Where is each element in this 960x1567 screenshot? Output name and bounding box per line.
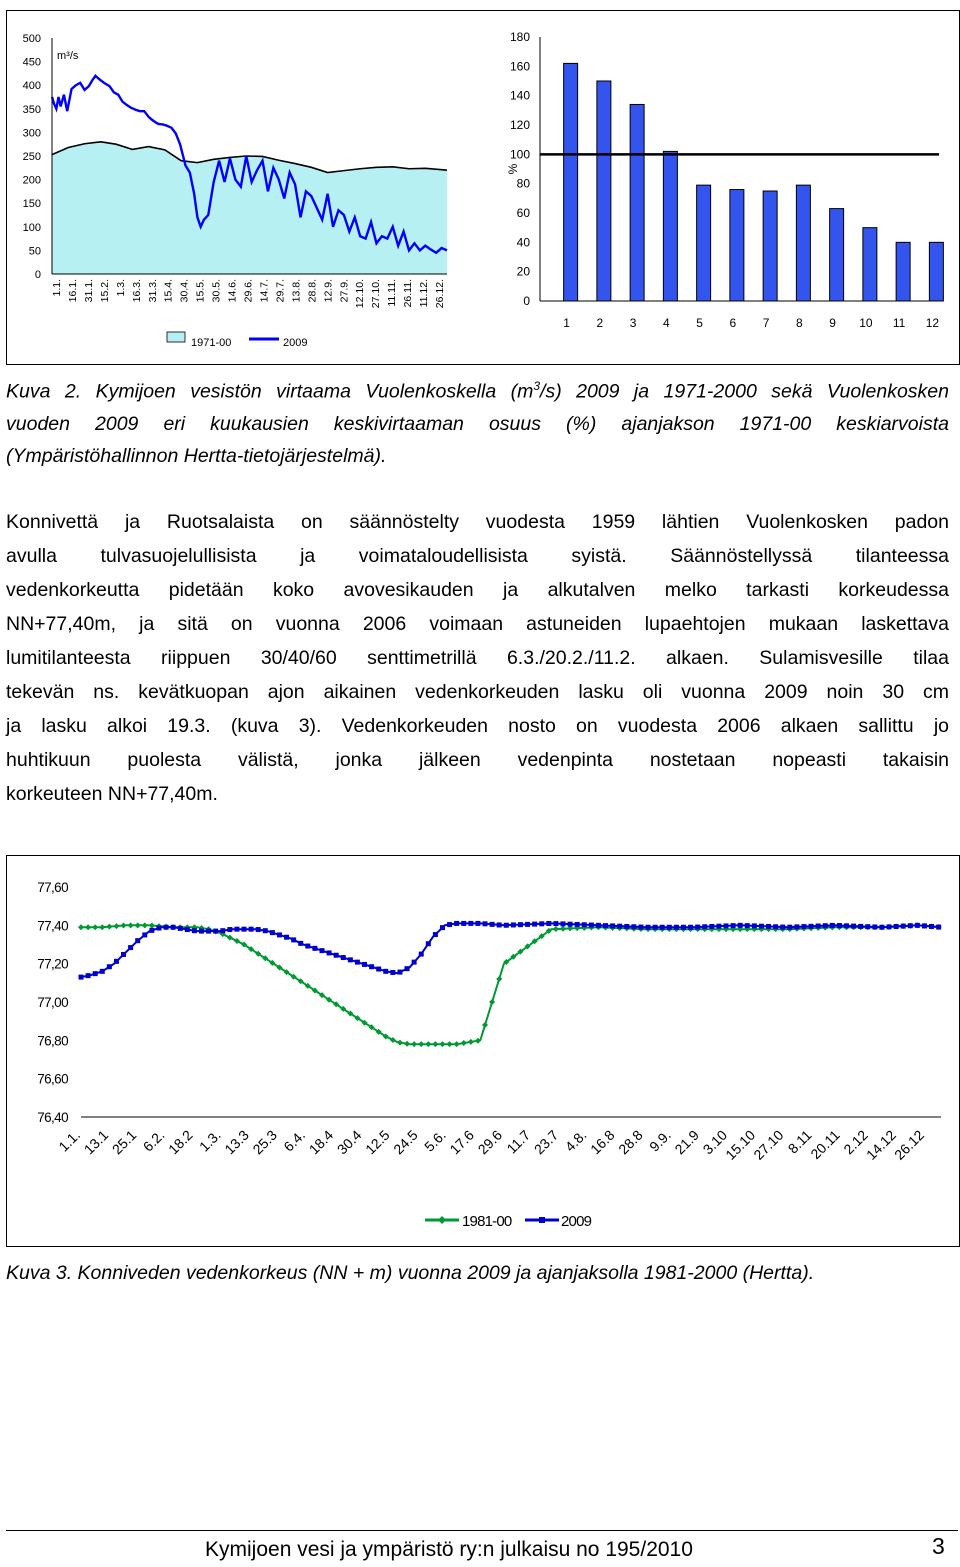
x-tick-label: 15.5.	[194, 279, 207, 303]
y-tick-label: 200	[22, 174, 41, 187]
x-tick-label: 7	[762, 316, 770, 330]
point-2009	[901, 924, 906, 929]
x-tick-label: 11.7	[503, 1126, 534, 1157]
bar-month-2	[597, 81, 611, 301]
point-2009	[617, 924, 622, 929]
point-2009	[915, 923, 920, 928]
point-2009	[319, 948, 324, 953]
point-2009	[695, 925, 700, 930]
point-2009	[858, 924, 863, 929]
x-tick-label: 26.11.	[402, 279, 415, 308]
y-tick-label: 100	[509, 147, 530, 162]
y-tick-label: 77,40	[37, 918, 68, 934]
point-1981-00	[461, 1040, 467, 1046]
x-tick-label: 21.9	[671, 1126, 703, 1158]
point-2009	[688, 925, 693, 930]
figure-2-caption: Kuva 2. Kymijoen vesistön virtaama Vuolenkoskella $(m^3/s)$ 2009 ja 1971-2000 sekä Vuolenkosken vuoden 2009 eri kuukausien keskivirtaaman osuus (%) ajanjakson 1971-00 keskiarvoista (Ympäristöhallinnon Hertta-tietojärjestelmä).	[6, 379, 949, 467]
legend-2009-label: 2009	[283, 337, 308, 349]
footer-rule	[6, 1530, 958, 1531]
point-2009	[752, 923, 757, 928]
point-2009	[171, 925, 176, 930]
y-tick-label: 140	[509, 88, 530, 103]
point-2009	[135, 938, 140, 943]
x-tick-label: 27.9.	[338, 279, 351, 303]
point-2009	[731, 923, 736, 928]
x-tick-label: 15.4.	[162, 279, 175, 303]
y-tick-label: 50	[28, 245, 41, 258]
x-tick-label: 20.11	[807, 1126, 843, 1163]
x-tick-label: 12.10.	[354, 279, 367, 309]
point-2009	[780, 925, 785, 930]
point-2009	[745, 923, 750, 928]
x-tick-label: 5.6.	[421, 1126, 449, 1155]
point-2009	[759, 924, 764, 929]
point-2009	[539, 921, 544, 926]
x-tick-label: 6	[729, 316, 737, 330]
water-level-chart	[7, 856, 959, 1246]
x-tick-label: 17.6	[446, 1126, 477, 1158]
point-2009	[589, 923, 594, 928]
point-2009	[440, 925, 445, 930]
body-line: avulla tulvasuojelullisista ja voimataloudellisista syistä. Säännöstellyssä tilanteessa	[6, 545, 949, 567]
point-2009	[653, 925, 658, 930]
point-2009	[390, 970, 395, 975]
x-tick-label: 9.9.	[646, 1126, 674, 1155]
point-2009	[277, 932, 282, 937]
x-tick-label: 14.6.	[226, 279, 239, 303]
point-2009	[603, 923, 608, 928]
x-tick-label: 30.4.	[178, 279, 191, 303]
bar-month-9	[830, 209, 844, 301]
point-2009	[582, 922, 587, 927]
x-tick-label: 30.5.	[210, 279, 223, 303]
point-2009	[355, 960, 360, 965]
point-2009	[490, 922, 495, 927]
point-2009	[220, 928, 225, 933]
point-2009	[376, 967, 381, 972]
x-tick-label: 1.3.	[114, 279, 127, 297]
point-2009	[887, 924, 892, 929]
point-2009	[362, 962, 367, 967]
x-tick-label: 27.10.	[370, 279, 383, 309]
legend-1981-00-label: 1981-00	[462, 1213, 512, 1230]
legend-2009-marker	[539, 1217, 545, 1223]
x-tick-label: 12.9.	[322, 279, 335, 303]
point-2009	[575, 922, 580, 927]
point-2009	[646, 925, 651, 930]
point-2009	[596, 923, 601, 928]
point-2009	[667, 925, 672, 930]
y-tick-label: 76,40	[37, 1110, 68, 1125]
point-2009	[256, 927, 261, 932]
point-1981-00	[149, 923, 155, 929]
x-tick-label: 13.1	[80, 1126, 112, 1158]
point-2009	[305, 944, 310, 949]
point-2009	[327, 950, 332, 955]
point-2009	[787, 925, 792, 930]
point-2009	[674, 925, 679, 930]
point-2009	[865, 924, 870, 929]
point-2009	[879, 925, 884, 930]
x-tick-label: 15.2.	[98, 279, 111, 303]
point-1981-00	[439, 1041, 445, 1047]
point-2009	[454, 921, 459, 926]
point-2009	[397, 970, 402, 975]
x-tick-label: 6.2.	[139, 1126, 168, 1155]
point-2009	[383, 969, 388, 974]
point-2009	[766, 924, 771, 929]
x-tick-label: 8	[796, 316, 803, 330]
y-tick-label: 77,60	[37, 880, 68, 895]
point-2009	[142, 932, 147, 937]
series-1971-00-area	[52, 142, 447, 274]
x-tick-label: 18.4	[305, 1126, 337, 1158]
point-2009	[468, 921, 473, 926]
body-line: huhtikuun puolesta välistä, jonka jälkeen vedenpinta nostetaan nopeasti takaisin	[6, 749, 949, 771]
point-2009	[334, 953, 339, 958]
body-line: korkeuteen NN+77,40m.	[6, 783, 218, 805]
point-1981-00	[489, 999, 495, 1005]
point-2009	[270, 930, 275, 935]
point-2009	[298, 941, 303, 946]
point-2009	[525, 922, 530, 927]
bar-month-5	[697, 185, 711, 301]
x-tick-label: 11.12.	[418, 279, 431, 308]
y-tick-label: 40	[516, 235, 530, 250]
point-2009	[553, 921, 558, 926]
footer-text: Kymijoen vesi ja ympäristö ry:n julkaisu no 195/2010	[205, 1538, 693, 1561]
point-1981-00	[78, 924, 84, 930]
point-2009	[872, 924, 877, 929]
bar-month-6	[730, 190, 744, 301]
x-tick-label: 23.7	[530, 1126, 562, 1158]
point-1981-00	[404, 1041, 410, 1047]
bar-month-1	[564, 63, 578, 301]
point-2009	[475, 921, 480, 926]
point-2009	[908, 923, 913, 928]
point-2009	[568, 922, 573, 927]
point-1981-00	[496, 976, 502, 982]
point-2009	[284, 935, 289, 940]
y-tick-label: 450	[22, 56, 41, 69]
point-1981-00	[560, 926, 566, 932]
point-1981-00	[411, 1041, 417, 1047]
x-tick-label: 11.11.	[386, 279, 399, 307]
y-axis-label: %	[506, 163, 520, 175]
x-tick-label: 18.2	[165, 1126, 196, 1158]
legend-1971-00-swatch	[167, 332, 185, 342]
x-tick-label: 16.8	[587, 1126, 618, 1158]
x-tick-label: 28.8	[615, 1126, 646, 1158]
point-2009	[851, 924, 856, 929]
bar-month-7	[763, 191, 777, 301]
point-2009	[263, 928, 268, 933]
y-tick-label: 180	[509, 30, 530, 44]
point-1981-00	[447, 1041, 453, 1047]
point-2009	[419, 952, 424, 957]
point-2009	[610, 923, 615, 928]
point-2009	[922, 923, 927, 928]
point-1981-00	[454, 1041, 460, 1047]
bar-month-3	[630, 104, 644, 301]
y-tick-label: 250	[22, 151, 41, 163]
point-2009	[929, 924, 934, 929]
point-1981-00	[425, 1041, 431, 1047]
x-tick-label: 12.5	[362, 1126, 393, 1158]
point-2009	[79, 975, 84, 980]
body-line: ja lasku alkoi 19.3. (kuva 3). Vedenkorkeuden nosto on vuodesta 2006 alkaen sallittu jo	[6, 715, 949, 737]
point-2009	[242, 927, 247, 932]
point-2009	[511, 922, 516, 927]
point-1981-00	[99, 924, 105, 930]
point-2009	[412, 960, 417, 965]
point-2009	[660, 925, 665, 930]
point-2009	[86, 973, 91, 978]
x-tick-label: 3.10	[699, 1126, 731, 1158]
x-tick-label: 29.7.	[274, 279, 287, 303]
point-2009	[702, 924, 707, 929]
y-tick-label: 100	[22, 221, 41, 234]
bar-month-8	[796, 185, 810, 301]
point-2009	[546, 921, 551, 926]
y-tick-label: 120	[509, 118, 530, 132]
x-tick-label: 30.4	[333, 1126, 365, 1158]
x-tick-label: 9	[829, 316, 836, 330]
x-tick-label: 4.8.	[561, 1126, 590, 1155]
x-tick-label: 29.6.	[242, 279, 255, 303]
point-2009	[504, 923, 509, 928]
bar-month-10	[863, 228, 877, 301]
x-tick-label: 2.12	[840, 1126, 871, 1158]
x-tick-label: 13.8.	[290, 279, 303, 303]
point-2009	[497, 922, 502, 927]
legend-2009-label: 2009	[561, 1213, 592, 1230]
unit-label: m³/s	[57, 50, 79, 62]
point-1981-00	[85, 924, 91, 930]
x-tick-label: 25.3	[249, 1126, 281, 1158]
y-tick-label: 60	[516, 206, 530, 220]
point-2009	[128, 945, 133, 950]
point-1981-00	[121, 923, 127, 929]
y-tick-label: 77,20	[37, 956, 68, 972]
point-1981-00	[432, 1041, 438, 1047]
point-1981-00	[468, 1039, 474, 1045]
point-2009	[830, 923, 835, 928]
point-2009	[837, 923, 842, 928]
point-2009	[192, 928, 197, 933]
x-tick-label: 27.10	[750, 1126, 787, 1163]
y-tick-label: 300	[22, 127, 41, 140]
point-2009	[426, 941, 431, 946]
point-2009	[716, 924, 721, 929]
point-2009	[348, 957, 353, 962]
y-tick-label: 0	[34, 269, 41, 281]
point-2009	[461, 921, 466, 926]
point-2009	[433, 932, 438, 937]
x-tick-label: 16.1.	[66, 279, 79, 303]
x-tick-label: 29.6	[474, 1126, 506, 1158]
point-1981-00	[482, 1022, 488, 1028]
point-1981-00	[142, 922, 148, 928]
point-1981-00	[128, 922, 134, 928]
point-2009	[801, 924, 806, 929]
x-tick-label: 10	[859, 316, 873, 330]
y-tick-label: 160	[509, 59, 530, 74]
y-tick-label: 76,80	[37, 1033, 68, 1049]
point-2009	[164, 925, 169, 930]
point-2009	[149, 928, 154, 933]
point-2009	[249, 927, 254, 932]
x-tick-label: 12	[925, 316, 940, 330]
x-tick-label: 1.3.	[195, 1126, 224, 1155]
point-1981-00	[106, 924, 112, 930]
point-2009	[234, 927, 239, 932]
point-2009	[936, 925, 941, 930]
point-1981-00	[553, 926, 559, 932]
x-tick-label: 31.3.	[146, 279, 159, 303]
bar-month-11	[896, 242, 910, 301]
x-tick-label: 31.1.	[82, 279, 95, 303]
x-tick-label: 5	[696, 316, 703, 330]
point-2009	[518, 922, 523, 927]
x-tick-label: 1	[563, 316, 570, 330]
y-tick-label: 80	[516, 176, 530, 191]
x-tick-label: 26.12.	[434, 279, 446, 309]
y-tick-label: 20	[516, 264, 530, 279]
point-2009	[638, 925, 643, 930]
flow-chart	[7, 11, 477, 364]
body-line: vedenkorkeutta pidetään koko avovesikauden ja alkutalven melko tarkasti korkeudessa	[6, 579, 949, 601]
body-line: Konnivettä ja Ruotsalaista on säännöstelty vuodesta 1959 lähtien Vuolenkosken padon	[6, 511, 949, 533]
figure-3-frame	[6, 855, 960, 1247]
x-tick-label: 25.1	[108, 1126, 140, 1158]
bar-month-12	[929, 242, 943, 301]
point-2009	[121, 952, 126, 957]
point-2009	[93, 971, 98, 976]
body-line: NN+77,40m, ja sitä on vuonna 2006 voimaan astuneiden lupaehtojen mukaan laskettava	[6, 613, 949, 635]
point-2009	[631, 924, 636, 929]
point-2009	[724, 923, 729, 928]
point-2009	[681, 925, 686, 930]
point-2009	[291, 937, 296, 942]
x-tick-label: 15.10	[722, 1126, 759, 1163]
point-2009	[107, 964, 112, 969]
point-2009	[227, 927, 232, 932]
point-2009	[405, 966, 410, 971]
point-2009	[532, 922, 537, 927]
point-2009	[709, 924, 714, 929]
y-tick-label: 500	[22, 33, 41, 45]
point-2009	[185, 927, 190, 932]
point-2009	[483, 921, 488, 926]
point-2009	[312, 946, 317, 951]
x-tick-label: 26.12	[891, 1126, 928, 1163]
point-2009	[213, 929, 218, 934]
y-tick-label: 76,60	[37, 1071, 68, 1087]
point-1981-00	[397, 1040, 403, 1046]
point-2009	[844, 923, 849, 928]
point-2009	[560, 921, 565, 926]
point-2009	[773, 924, 778, 929]
point-2009	[156, 926, 161, 931]
x-tick-label: 11	[892, 316, 906, 330]
point-2009	[114, 959, 119, 964]
point-2009	[100, 969, 105, 974]
legend-1971-00-label: 1971-00	[191, 337, 232, 349]
point-2009	[738, 923, 743, 928]
x-tick-label: 16.3.	[130, 279, 143, 303]
x-tick-label: 8.11	[784, 1126, 815, 1157]
point-2009	[341, 955, 346, 960]
point-2009	[809, 924, 814, 929]
point-1981-00	[135, 922, 141, 928]
point-2009	[447, 922, 452, 927]
figure-2-frame	[6, 10, 960, 365]
point-2009	[206, 929, 211, 934]
x-tick-label: 3	[629, 316, 637, 330]
x-tick-label: 2	[596, 316, 604, 330]
x-tick-label: 4	[663, 316, 670, 330]
point-1981-00	[92, 924, 98, 930]
body-line: lumitilanteesta riippuen 30/40/60 senttimetrillä 6.3./20.2./11.2. alkaen. Sulamisvesille tilaa	[6, 647, 949, 669]
point-2009	[624, 924, 629, 929]
y-tick-label: 400	[22, 80, 41, 93]
body-line: tekevän ns. kevätkuopan ajon aikainen vedenkorkeuden lasku oli vuonna 2009 noin 30 cm	[6, 681, 949, 703]
point-2009	[199, 929, 204, 934]
x-tick-label: 14.12	[862, 1126, 899, 1163]
bar-month-4	[663, 151, 677, 301]
x-tick-label: 14.7.	[258, 279, 271, 303]
point-2009	[816, 924, 821, 929]
monthly-share-chart	[477, 11, 959, 364]
point-2009	[794, 924, 799, 929]
body-paragraph	[6, 505, 949, 811]
point-1981-00	[113, 923, 119, 929]
figure-3-caption: Kuva 3. Konniveden vedenkorkeus (NN + m) vuonna 2009 ja ajanjaksolla 1981-2000 (Hertta).	[6, 1262, 815, 1284]
x-tick-label: 1.1.	[55, 1126, 84, 1155]
point-2009	[894, 924, 899, 929]
x-tick-label: 6.4.	[280, 1126, 309, 1155]
point-2009	[823, 923, 828, 928]
y-tick-label: 0	[523, 294, 530, 308]
series-1981-00-line	[81, 925, 941, 1044]
y-tick-label: 150	[22, 198, 41, 211]
x-tick-label: 1.1.	[51, 279, 63, 297]
point-2009	[178, 926, 183, 931]
x-tick-label: 13.3	[221, 1126, 252, 1158]
y-tick-label: 77,00	[37, 995, 68, 1010]
page-number: 3	[932, 1533, 945, 1559]
point-1981-00	[418, 1041, 424, 1047]
y-tick-label: 350	[22, 103, 41, 116]
x-tick-label: 28.8.	[306, 279, 319, 303]
point-2009	[369, 964, 374, 969]
x-tick-label: 24.5	[390, 1126, 421, 1158]
